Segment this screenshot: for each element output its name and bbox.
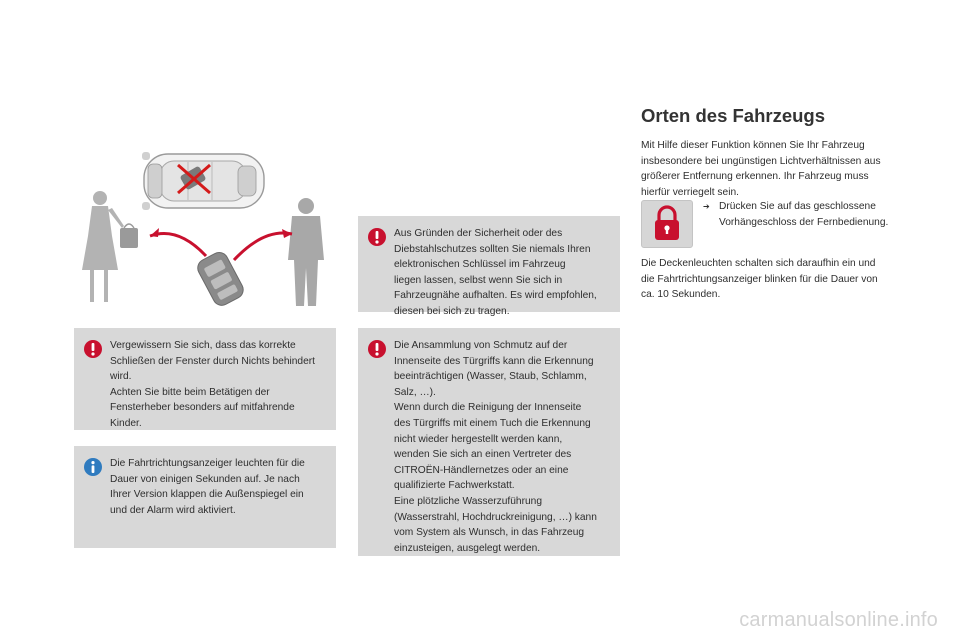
- warning-box-key-theft: [358, 216, 620, 317]
- remote-lock-button-icon: [641, 200, 693, 248]
- arrow-to-man: [234, 233, 292, 260]
- vehicle-locating-illustration: [78, 148, 336, 318]
- arrow-to-woman: [150, 234, 206, 257]
- warning-icon: [368, 228, 386, 246]
- info-box-indicators: [74, 446, 336, 548]
- warning-text-door-handle-dirt: Die Ansammlung von Schmutz auf der Innenseite des Türgriffs kann die Erkennung beeinträchtigen (Wasser, Staub, Schlamm, Salz, …). Wenn durch die Reinigung der Innenseite des Türgriffs mit einem Tuch die Erkennung nicht wieder hergestellt werden kann, wenden Sie sich an einen Vertreter des CITROËN-Händlernetzes oder an eine qualifizierte Fachwerkstatt. Eine plötzliche Wasserzuführung (Wasserstrahl, Hochdruckreinigung, …) kann vom System als Wunsch, in das Fahrzeug einzusteigen, ausgelegt werden.: [394, 340, 597, 554]
- key-fob-icon: [195, 249, 247, 308]
- watermark: carmanualsonline.info: [739, 609, 938, 631]
- result-paragraph: Die Deckenleuchten schalten sich daraufhin ein und die Fahrtrichtungsanzeiger blinken für die Dauer von ca. 10 Sekunden.: [641, 258, 878, 301]
- warning-text-windows: Vergewissern Sie sich, dass das korrekte Schließen der Fenster durch Nichts behindert wird. Achten Sie bitte beim Betätigen der Fensterheber besonders auf mitfahrende Kinder.: [110, 340, 315, 429]
- warning-text-key-theft: Aus Gründen der Sicherheit oder des Diebstahlschutzes sollten Sie niemals Ihren elektronischen Schlüssel im Fahrzeug liegen lassen, selbst wenn Sie sich in Fahrzeugnähe aufhalten. Es wird empfohlen, diesen bei sich zu tragen.: [394, 228, 597, 317]
- warning-box-windows: [74, 328, 336, 430]
- warning-box-door-handle-dirt: [358, 328, 620, 556]
- woman-figure: [82, 191, 138, 302]
- info-text-indicators: Die Fahrtrichtungsanzeiger leuchten für die Dauer von einigen Sekunden auf. Je nach Ihrer Version klappen die Außenspiegel ein und der Alarm wird aktiviert.: [110, 458, 305, 516]
- arrow-bullet-icon: ➔: [703, 202, 710, 211]
- man-figure: [288, 198, 324, 306]
- info-icon: [84, 458, 102, 476]
- padlock-icon: [642, 201, 692, 247]
- intro-paragraph: Mit Hilfe dieser Funktion können Sie Ihr Fahrzeug insbesondere bei ungünstigen Lichtverhältnissen aus größerer Entfernung erkennen. Ihr Fahrzeug muss hierfür verriegelt sein.: [641, 140, 881, 198]
- warning-icon: [368, 340, 386, 358]
- instruction-text: Drücken Sie auf das geschlossene Vorhängeschloss der Fernbedienung.: [719, 201, 889, 228]
- section-title: Orten des Fahrzeugs: [641, 105, 826, 126]
- warning-icon: [84, 340, 102, 358]
